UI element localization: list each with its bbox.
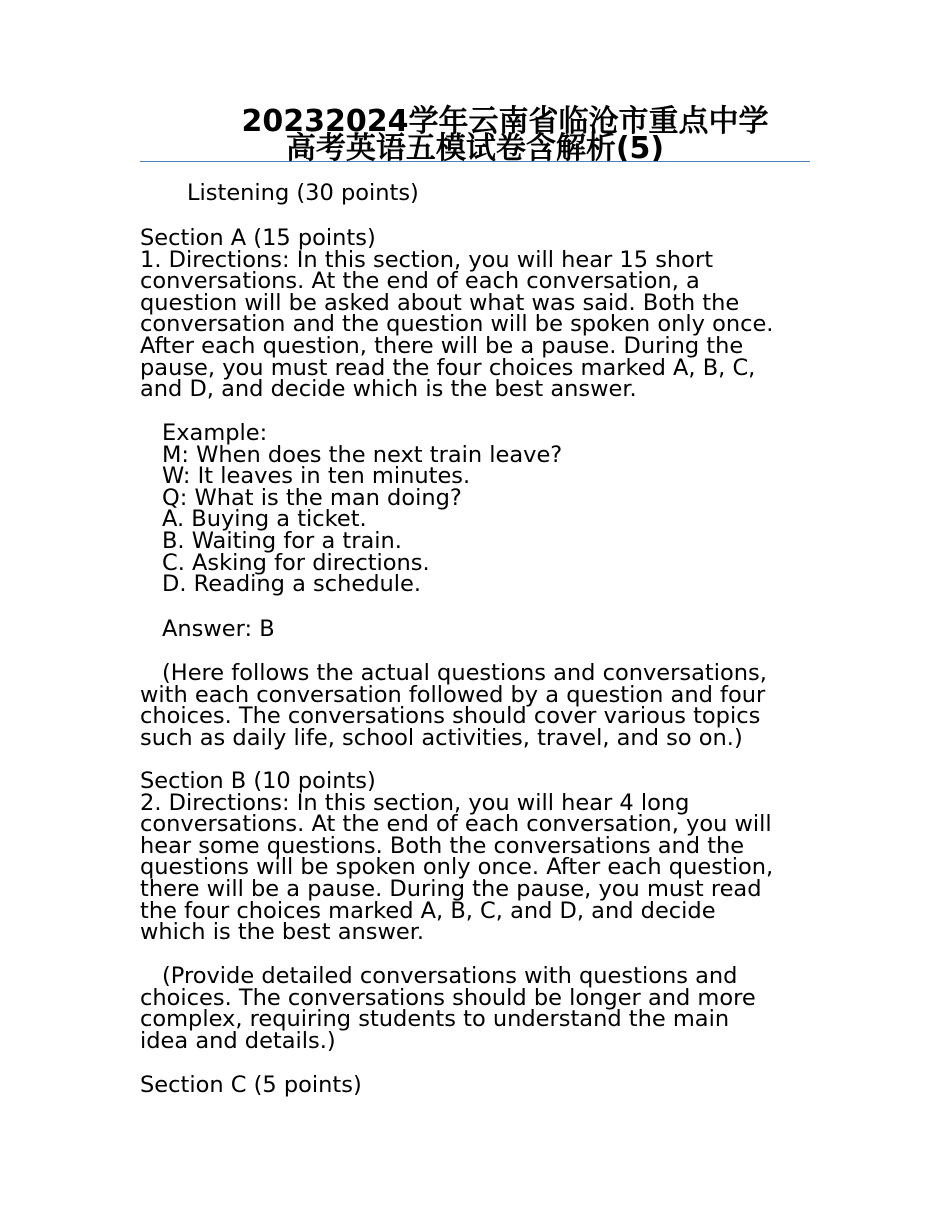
section-a-directions-line: 1. Directions: In this section, you will hear 15 short: [140, 246, 714, 273]
example-line: W: It leaves in ten minutes.: [162, 463, 471, 490]
section-b-directions-line: there will be a pause. During the pause, you must read: [140, 875, 762, 902]
note-line: such as daily life, school activities, travel, and so on.): [140, 724, 743, 751]
section-b-directions-line: hear some questions. Both the conversations and the: [140, 832, 745, 859]
document-title: [140, 104, 810, 166]
section-a-note: [140, 660, 820, 751]
section-a-heading: Section A (15 points): [140, 225, 376, 251]
example-answer: [140, 616, 820, 642]
example-choice: A. Buying a ticket.: [162, 506, 367, 533]
title-line-1: 20232024学年云南省临沧市重点中学: [241, 104, 769, 139]
note-line: (Provide detailed conversations with questions and: [162, 963, 738, 989]
section-b-heading: Section B (10 points): [140, 768, 376, 794]
example-choice: C. Asking for directions.: [162, 549, 430, 576]
example-line: Q: What is the man doing?: [162, 484, 462, 511]
note-line: idea and details.): [140, 1027, 336, 1054]
section-a-directions-line: pause, you must read the four choices marked A, B, C,: [140, 354, 756, 381]
section-b-note: [140, 963, 820, 1054]
section-b-directions-line: which is the best answer.: [140, 919, 425, 946]
section-a-directions-line: After each question, there will be a pause. During the: [140, 332, 744, 359]
example-choice: D. Reading a schedule.: [162, 571, 422, 598]
example-label: Example:: [162, 420, 268, 446]
listening-heading: [140, 180, 820, 206]
section-b: [140, 768, 820, 946]
section-a-directions-line: and D, and decide which is the best answer.: [140, 376, 637, 403]
section-c-heading: Section C (5 points): [140, 1072, 362, 1098]
note-line: with each conversation followed by a question and four: [140, 681, 766, 708]
example-choice: B. Waiting for a train.: [162, 527, 402, 554]
note-line: choices. The conversations should cover various topics: [140, 703, 761, 730]
listening-heading-text: Listening (30 points): [187, 180, 419, 206]
section-a: [140, 225, 820, 403]
note-line: (Here follows the actual questions and conversations,: [162, 660, 767, 686]
example-line: M: When does the next train leave?: [162, 441, 563, 468]
section-b-directions-line: questions will be spoken only once. After each question,: [140, 854, 774, 881]
section-b-directions-line: conversations. At the end of each conversation, you will: [140, 811, 772, 838]
title-line-2: 高考英语五模试卷含解析(5): [285, 131, 665, 166]
section-c: [140, 1072, 820, 1098]
section-b-directions-line: 2. Directions: In this section, you will hear 4 long: [140, 789, 690, 816]
section-a-directions-line: conversations. At the end of each conversation, a: [140, 268, 700, 295]
example-block: [140, 420, 820, 598]
section-b-directions-line: the four choices marked A, B, C, and D, and decide: [140, 897, 716, 924]
title-underline: [140, 161, 810, 162]
section-a-directions-line: question will be asked about what was said. Both the: [140, 289, 740, 316]
note-line: complex, requiring students to understand the main: [140, 1006, 730, 1033]
note-line: choices. The conversations should be longer and more: [140, 984, 756, 1011]
section-a-directions-line: conversation and the question will be spoken only once.: [140, 311, 774, 338]
answer-text: Answer: B: [162, 616, 275, 642]
